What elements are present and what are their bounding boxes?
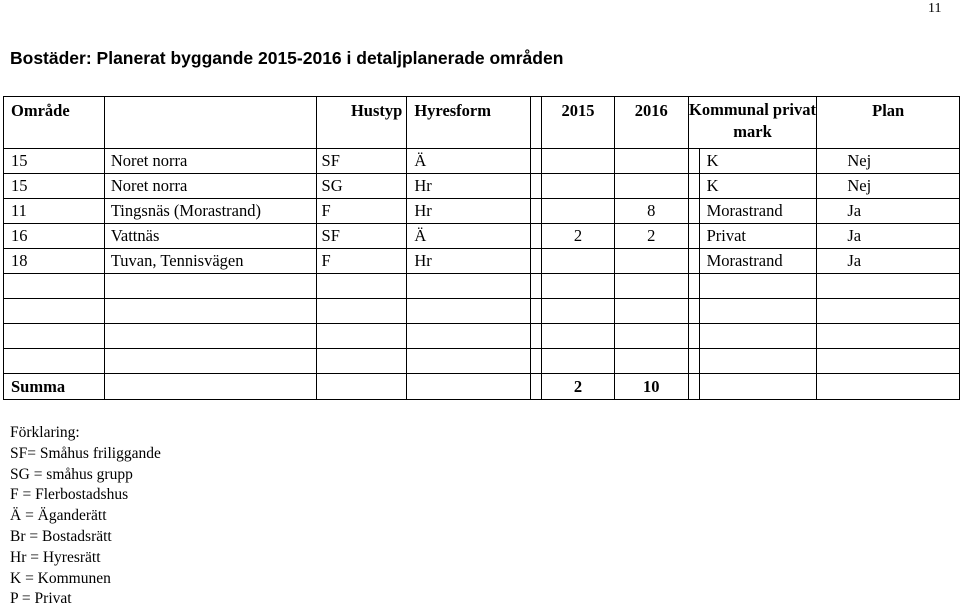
summa-label: Summa <box>4 374 105 400</box>
cell-nr: 15 <box>4 174 105 199</box>
cell-hustyp: F <box>316 199 407 224</box>
cell-plan: Ja <box>817 199 960 224</box>
cell-2015 <box>542 149 615 174</box>
cell-2016 <box>614 149 688 174</box>
cell-name: Vattnäs <box>104 224 316 249</box>
cell-kommunal: K <box>699 149 817 174</box>
cell-plan: Ja <box>817 224 960 249</box>
cell-2016 <box>614 249 688 274</box>
cell-2015 <box>542 199 615 224</box>
cell-2015 <box>542 174 615 199</box>
cell-kommunal: Morastrand <box>699 249 817 274</box>
table-row <box>4 174 960 199</box>
header-plan: Plan <box>817 97 960 149</box>
spacer-cell <box>688 249 699 274</box>
legend-item: P = Privat <box>10 590 72 608</box>
page-title: Bostäder: Planerat byggande 2015-2016 i detaljplanerade områden <box>10 48 564 68</box>
header-kommunal: Kommunal privat mark <box>688 97 817 149</box>
legend-item: Br = Bostadsrätt <box>10 527 112 545</box>
cell-plan: Nej <box>817 149 960 174</box>
cell-2016: 8 <box>614 199 688 224</box>
summa-2016: 10 <box>614 374 688 400</box>
legend-item: Förklaring: <box>10 424 80 441</box>
cell-nr: 18 <box>4 249 105 274</box>
spacer-cell <box>688 149 699 174</box>
spacer-cell <box>531 149 542 174</box>
spacer-cell <box>531 249 542 274</box>
summa-row <box>4 374 960 400</box>
cell-2016 <box>614 174 688 199</box>
cell-hyresform: Hr <box>407 174 531 199</box>
empty-row <box>4 299 960 324</box>
table-row <box>4 224 960 249</box>
cell-name: Noret norra <box>104 149 316 174</box>
table-row <box>4 149 960 174</box>
cell-hyresform: Ä <box>407 224 531 249</box>
cell-hustyp: F <box>316 249 407 274</box>
cell-hustyp: SF <box>316 224 407 249</box>
header-blank <box>104 97 316 149</box>
cell-kommunal: Privat <box>699 224 817 249</box>
cell-nr: 15 <box>4 149 105 174</box>
spacer-cell <box>688 174 699 199</box>
spacer-cell <box>531 174 542 199</box>
cell-2016: 2 <box>614 224 688 249</box>
empty-row <box>4 324 960 349</box>
legend-item: Ä = Äganderätt <box>10 507 107 525</box>
empty-row <box>4 274 960 299</box>
cell-name: Tingsnäs (Morastrand) <box>104 199 316 224</box>
page-number: 11 <box>928 1 942 16</box>
cell-plan: Nej <box>817 174 960 199</box>
header-2016: 2016 <box>614 97 688 149</box>
summa-2015: 2 <box>542 374 615 400</box>
cell-kommunal: Morastrand <box>699 199 817 224</box>
cell-name: Tuvan, Tennisvägen <box>104 249 316 274</box>
spacer-cell <box>688 199 699 224</box>
cell-hyresform: Hr <box>407 249 531 274</box>
legend-item: Hr = Hyresrätt <box>10 548 101 566</box>
header-hustyp: Hustyp <box>316 97 407 149</box>
spacer-cell <box>531 224 542 249</box>
legend <box>10 423 161 610</box>
cell-2015: 2 <box>542 224 615 249</box>
cell-plan: Ja <box>817 249 960 274</box>
spacer-cell <box>531 97 542 149</box>
legend-item: F = Flerbostadshus <box>10 486 129 504</box>
table-header-row <box>4 97 960 149</box>
header-hyresform: Hyresform <box>407 97 531 149</box>
cell-2015 <box>542 249 615 274</box>
legend-item: K = Kommunen <box>10 569 111 587</box>
cell-kommunal: K <box>699 174 817 199</box>
table-row <box>4 199 960 224</box>
cell-name: Noret norra <box>104 174 316 199</box>
header-2015: 2015 <box>542 97 615 149</box>
cell-nr: 16 <box>4 224 105 249</box>
spacer-cell <box>688 224 699 249</box>
cell-hyresform: Hr <box>407 199 531 224</box>
cell-hustyp: SF <box>316 149 407 174</box>
cell-nr: 11 <box>4 199 105 224</box>
legend-item: SG = småhus grupp <box>10 465 133 483</box>
cell-hustyp: SG <box>316 174 407 199</box>
housing-table <box>3 96 960 400</box>
spacer-cell <box>531 199 542 224</box>
empty-row <box>4 349 960 374</box>
cell-hyresform: Ä <box>407 149 531 174</box>
legend-item: SF= Småhus friliggande <box>10 444 161 462</box>
table-row <box>4 249 960 274</box>
header-omrade: Område <box>4 97 105 149</box>
